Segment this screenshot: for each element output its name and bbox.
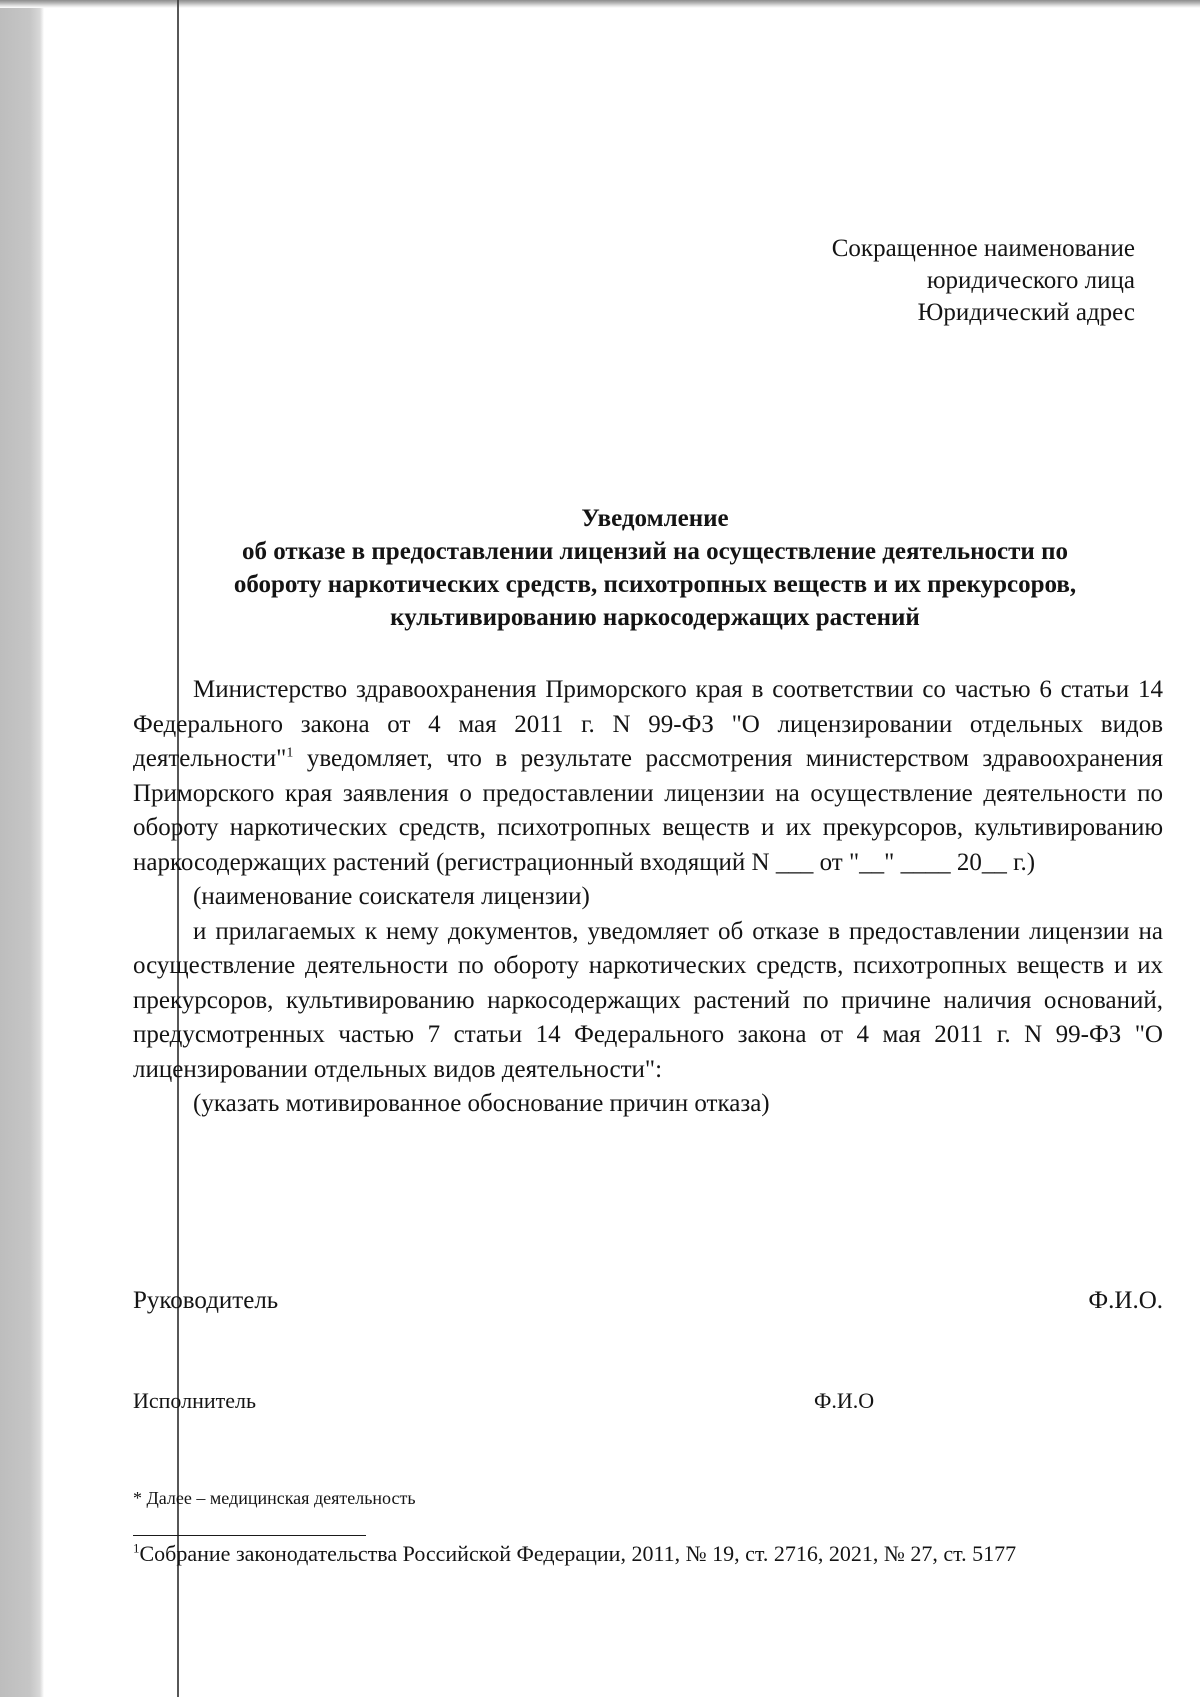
star-note: * Далее – медицинская деятельность bbox=[133, 1488, 416, 1508]
document-body bbox=[133, 673, 1163, 1122]
title-line-4: культивированию наркосодержащих растений bbox=[390, 604, 920, 631]
body-paragraph-4: (указать мотивированное обоснование причин отказа) bbox=[193, 1090, 770, 1117]
scan-shadow-left bbox=[0, 0, 44, 1697]
footnote-ref: 1 bbox=[286, 745, 294, 761]
footnote-text: Собрание законодательства Российской Федерации, 2011, № 19, ст. 2716, 2021, № 27, ст. 5177 bbox=[139, 1541, 1017, 1566]
title-line-1: Уведомление bbox=[581, 505, 729, 532]
head-label: Руководитель bbox=[133, 1287, 279, 1314]
body-paragraph-2: (наименование соискателя лицензии) bbox=[193, 883, 590, 910]
recipient-short-name: Сокращенное наименование bbox=[831, 235, 1135, 262]
recipient-legal-entity: юридического лица bbox=[926, 267, 1135, 294]
footnote-number: 1 bbox=[133, 1540, 140, 1556]
title-line-3: обороту наркотических средств, психотропных веществ и их прекурсоров, bbox=[233, 571, 1077, 598]
scan-shadow-top bbox=[0, 0, 1200, 8]
body-p1-start: Министерство здравоохранения Приморского края в соответствии со частью 6 статьи 14 Федерального закона от 4 мая 2011 г. N 99-ФЗ "О лицензировании отдельных видов деятельности" bbox=[133, 676, 1163, 772]
head-name: Ф.И.О. bbox=[1088, 1287, 1163, 1314]
body-paragraph-3: и прилагаемых к нему документов, уведомляет об отказе в предоставлении лицензии на осуществление деятельности по обороту наркотических средств, психотропных веществ и их прекурсоров, культивированию наркосодержащих растений по причине наличия оснований, предусмотренных частью 7 статьи 14 Федерального закона от 4 мая 2011 г. N 99-ФЗ "О лицензировании отдельных видов деятельности": bbox=[133, 917, 1163, 1083]
body-p1-end: уведомляет, что в результате рассмотрения министерством здравоохранения Приморского края заявления о предоставлении лицензии на осуществление деятельности по обороту наркотических средств, психотропных веществ и их прекурсоров, культивированию наркосодержащих растений (регистрационный входящий N ___ от "__" ____ 20__ г.) bbox=[133, 745, 1163, 876]
recipient-block bbox=[832, 233, 1135, 329]
executor-name: Ф.И.О bbox=[814, 1388, 875, 1413]
document-title bbox=[160, 502, 1150, 634]
recipient-address: Юридический адрес bbox=[917, 299, 1135, 326]
title-line-2: об отказе в предоставлении лицензий на осуществление деятельности по bbox=[242, 538, 1068, 565]
head-signature-row bbox=[133, 1287, 1163, 1315]
body-paragraph-1 bbox=[133, 673, 1163, 880]
footnote bbox=[133, 1541, 1016, 1567]
executor-label: Исполнитель bbox=[133, 1388, 257, 1413]
footnote-separator bbox=[133, 1535, 366, 1536]
